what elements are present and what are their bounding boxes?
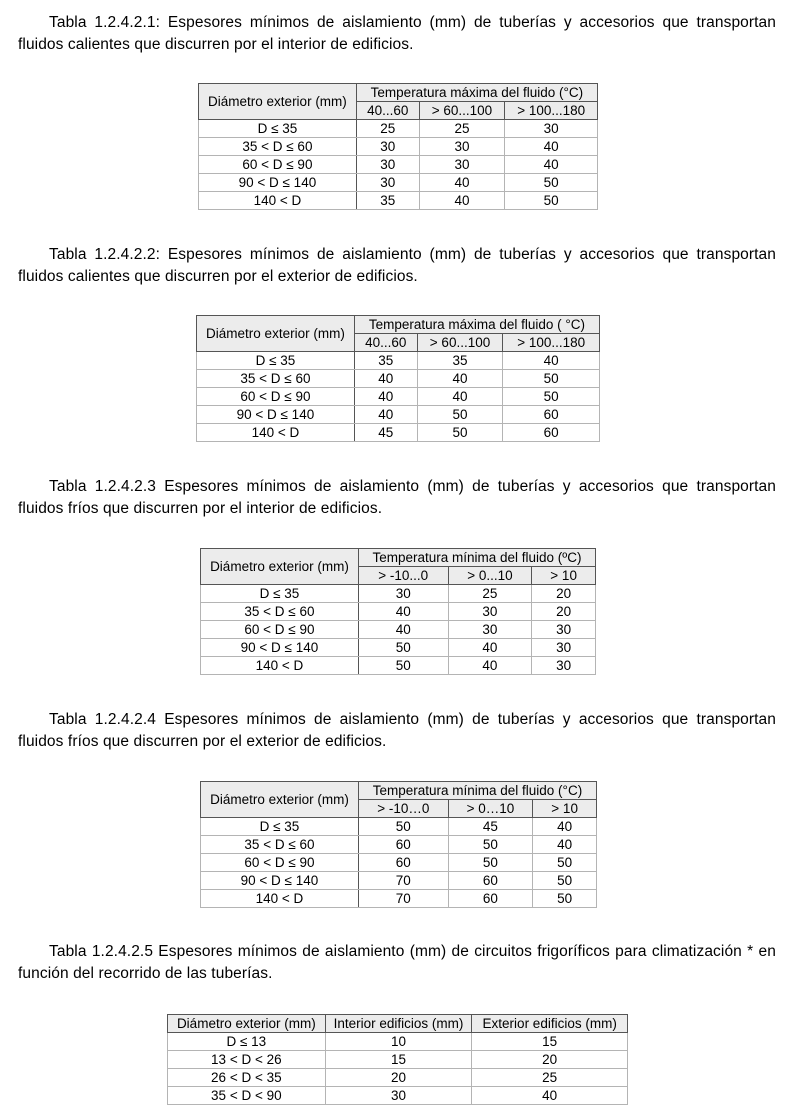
cell: 50 [533, 890, 597, 908]
table-row [201, 657, 596, 675]
cell: 40 [505, 156, 598, 174]
column-header: Diámetro exterior (mm) [168, 1015, 326, 1033]
cell: 25 [419, 120, 505, 138]
cell: 35 [417, 352, 503, 370]
row-label: 60 < D ≤ 90 [201, 621, 359, 639]
table-row [201, 872, 597, 890]
cell: 30 [356, 156, 419, 174]
column-header: > 0...10 [448, 567, 532, 585]
row-label: 26 < D < 35 [168, 1069, 326, 1087]
table-5 [167, 1014, 628, 1105]
cell: 50 [505, 192, 598, 210]
table-row [197, 424, 600, 442]
cell: 40 [472, 1087, 628, 1105]
cell: 70 [358, 890, 448, 908]
column-header: > -10…0 [358, 800, 448, 818]
table-row [201, 621, 596, 639]
row-label: 13 < D < 26 [168, 1051, 326, 1069]
table-4 [200, 781, 597, 908]
table-row [168, 1087, 628, 1105]
cell: 30 [356, 138, 419, 156]
cell: 20 [532, 603, 596, 621]
table-1 [198, 83, 598, 210]
row-header: Diámetro exterior (mm) [201, 782, 359, 818]
row-label: D ≤ 35 [201, 585, 359, 603]
cell: 50 [417, 406, 503, 424]
table-row [199, 138, 598, 156]
cell: 20 [325, 1069, 472, 1087]
cell: 40 [354, 406, 417, 424]
table-row [201, 836, 597, 854]
cell: 30 [448, 603, 532, 621]
column-header: 40...60 [354, 334, 417, 352]
cell: 20 [472, 1051, 628, 1069]
cell: 35 [354, 352, 417, 370]
cell: 45 [354, 424, 417, 442]
cell: 60 [358, 854, 448, 872]
column-header: > 60...100 [417, 334, 503, 352]
table-row [168, 1033, 628, 1051]
cell: 50 [417, 424, 503, 442]
row-label: 140 < D [201, 890, 359, 908]
row-label: 140 < D [199, 192, 357, 210]
cell: 30 [356, 174, 419, 192]
table-2 [196, 315, 600, 442]
row-label: 35 < D < 90 [168, 1087, 326, 1105]
cell: 30 [358, 585, 448, 603]
table-row [197, 370, 600, 388]
table-row [201, 603, 596, 621]
cell: 40 [354, 388, 417, 406]
row-header: Diámetro exterior (mm) [199, 84, 357, 120]
cell: 50 [503, 370, 600, 388]
cell: 50 [503, 388, 600, 406]
cell: 40 [354, 370, 417, 388]
column-header: > 100...180 [505, 102, 598, 120]
cell: 50 [505, 174, 598, 192]
column-header: > 10 [533, 800, 597, 818]
cell: 60 [448, 890, 533, 908]
cell: 40 [419, 192, 505, 210]
table-row [197, 388, 600, 406]
cell: 40 [417, 388, 503, 406]
table-row [201, 890, 597, 908]
table-row [199, 120, 598, 138]
cell: 50 [448, 836, 533, 854]
cell: 15 [325, 1051, 472, 1069]
row-label: 90 < D ≤ 140 [201, 872, 359, 890]
cell: 10 [325, 1033, 472, 1051]
row-label: 90 < D ≤ 140 [201, 639, 359, 657]
column-header: > 0…10 [448, 800, 533, 818]
cell: 40 [448, 657, 532, 675]
group-header: Temperatura mínima del fluido (°C) [358, 782, 596, 800]
cell: 20 [532, 585, 596, 603]
table-row [199, 174, 598, 192]
table-row [199, 156, 598, 174]
table-row [201, 639, 596, 657]
cell: 60 [448, 872, 533, 890]
row-header: Diámetro exterior (mm) [197, 316, 355, 352]
cell: 30 [505, 120, 598, 138]
caption-table-2: Tabla 1.2.4.2.2: Espesores mínimos de aislamiento (mm) de tuberías y accesorios que transportan fluidos calientes que discurren por el exterior de edificios. [18, 245, 776, 285]
row-label: 35 < D ≤ 60 [197, 370, 355, 388]
column-header: > -10...0 [358, 567, 448, 585]
cell: 50 [358, 657, 448, 675]
row-label: 90 < D ≤ 140 [199, 174, 357, 192]
table-row [197, 352, 600, 370]
row-label: 60 < D ≤ 90 [197, 388, 355, 406]
group-header: Temperatura máxima del fluido ( °C) [354, 316, 599, 334]
column-header: > 10 [532, 567, 596, 585]
cell: 30 [532, 657, 596, 675]
row-label: 90 < D ≤ 140 [197, 406, 355, 424]
caption-table-1: Tabla 1.2.4.2.1: Espesores mínimos de aislamiento (mm) de tuberías y accesorios que transportan fluidos calientes que discurren por el interior de edificios. [18, 13, 776, 53]
caption-table-3: Tabla 1.2.4.2.3 Espesores mínimos de aislamiento (mm) de tuberías y accesorios que transportan fluidos fríos que discurren por el interior de edificios. [18, 477, 776, 517]
caption-table-4: Tabla 1.2.4.2.4 Espesores mínimos de aislamiento (mm) de tuberías y accesorios que transportan fluidos fríos que discurren por el exterior de edificios. [18, 710, 776, 750]
cell: 50 [448, 854, 533, 872]
cell: 40 [533, 836, 597, 854]
cell: 30 [532, 639, 596, 657]
group-header: Temperatura mínima del fluido (ºC) [358, 549, 595, 567]
table-row [168, 1069, 628, 1087]
cell: 15 [472, 1033, 628, 1051]
column-header: > 100...180 [503, 334, 600, 352]
cell: 40 [505, 138, 598, 156]
column-header: Interior edificios (mm) [325, 1015, 472, 1033]
cell: 50 [533, 854, 597, 872]
column-header: > 60...100 [419, 102, 505, 120]
row-label: D ≤ 35 [201, 818, 359, 836]
cell: 50 [533, 872, 597, 890]
cell: 60 [358, 836, 448, 854]
cell: 40 [417, 370, 503, 388]
cell: 40 [503, 352, 600, 370]
row-label: D ≤ 35 [197, 352, 355, 370]
cell: 40 [358, 621, 448, 639]
cell: 25 [356, 120, 419, 138]
cell: 30 [532, 621, 596, 639]
cell: 40 [358, 603, 448, 621]
cell: 30 [419, 156, 505, 174]
cell: 50 [358, 818, 448, 836]
row-label: 35 < D ≤ 60 [201, 603, 359, 621]
table-row [199, 192, 598, 210]
row-label: D ≤ 35 [199, 120, 357, 138]
cell: 30 [448, 621, 532, 639]
column-header: 40...60 [356, 102, 419, 120]
table-row [168, 1051, 628, 1069]
cell: 50 [358, 639, 448, 657]
cell: 25 [448, 585, 532, 603]
caption-table-5: Tabla 1.2.4.2.5 Espesores mínimos de aislamiento (mm) de circuitos frigoríficos para climatización * en función del recorrido de las tuberías. [18, 942, 776, 982]
table-row [197, 406, 600, 424]
cell: 60 [503, 406, 600, 424]
table-row [201, 854, 597, 872]
table-row [201, 818, 597, 836]
column-header: Exterior edificios (mm) [472, 1015, 628, 1033]
row-label: 140 < D [201, 657, 359, 675]
row-label: D ≤ 13 [168, 1033, 326, 1051]
cell: 45 [448, 818, 533, 836]
table-3 [200, 548, 596, 675]
cell: 35 [356, 192, 419, 210]
row-header: Diámetro exterior (mm) [201, 549, 359, 585]
group-header: Temperatura máxima del fluido (°C) [356, 84, 597, 102]
cell: 30 [325, 1087, 472, 1105]
row-label: 60 < D ≤ 90 [201, 854, 359, 872]
row-label: 60 < D ≤ 90 [199, 156, 357, 174]
cell: 40 [533, 818, 597, 836]
cell: 40 [419, 174, 505, 192]
row-label: 35 < D ≤ 60 [199, 138, 357, 156]
row-label: 140 < D [197, 424, 355, 442]
cell: 30 [419, 138, 505, 156]
table-row [201, 585, 596, 603]
cell: 60 [503, 424, 600, 442]
cell: 40 [448, 639, 532, 657]
cell: 25 [472, 1069, 628, 1087]
cell: 70 [358, 872, 448, 890]
row-label: 35 < D ≤ 60 [201, 836, 359, 854]
